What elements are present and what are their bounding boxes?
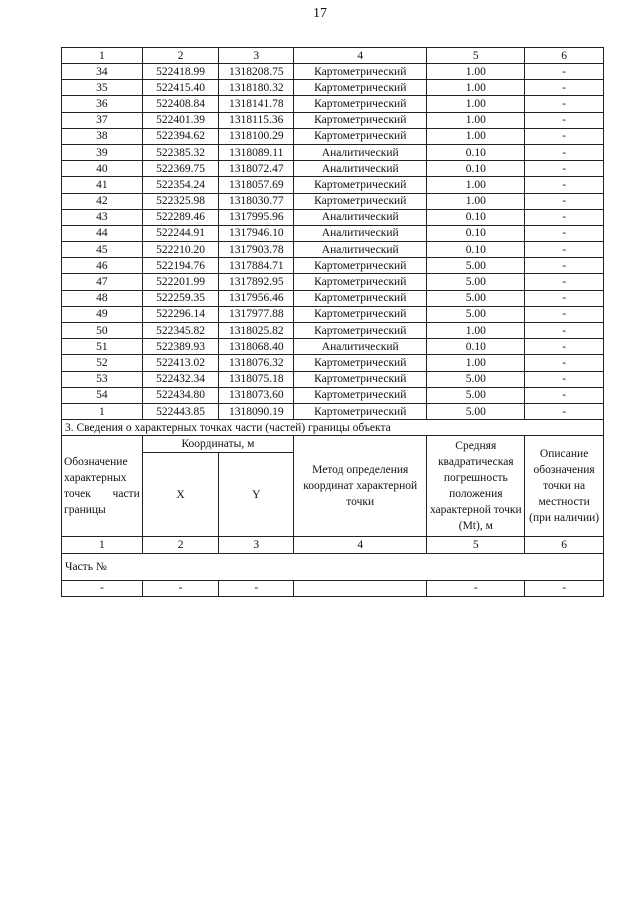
table-row (62, 64, 604, 80)
method-cell: Картометрический (294, 403, 427, 419)
point-number-cell: 42 (62, 193, 143, 209)
table-row (62, 193, 604, 209)
part-label: Часть № (62, 553, 604, 580)
mean-error-cell: 1.00 (427, 128, 525, 144)
y-coordinate-cell: 1318030.77 (219, 193, 294, 209)
header-point-designation: Обозначение характерных точек части границы (62, 436, 143, 537)
method-cell: Аналитический (294, 339, 427, 355)
x-coordinate-cell: 522385.32 (142, 144, 219, 160)
point-number-cell: 49 (62, 306, 143, 322)
column-number: 1 (62, 537, 143, 553)
table-row (62, 112, 604, 128)
header-description: Описание обозначения точки на местности (при наличии) (525, 436, 604, 537)
method-cell: Картометрический (294, 355, 427, 371)
mean-error-cell: 5.00 (427, 306, 525, 322)
method-cell: Аналитический (294, 161, 427, 177)
method-cell: Картометрический (294, 80, 427, 96)
x-coordinate-cell: 522345.82 (142, 323, 219, 339)
table-row (62, 242, 604, 258)
table-row (62, 323, 604, 339)
empty-cell (294, 580, 427, 596)
mean-error-cell: 5.00 (427, 274, 525, 290)
method-cell: Аналитический (294, 225, 427, 241)
point-number-cell: 40 (62, 161, 143, 177)
column-number: 4 (294, 48, 427, 64)
x-coordinate-cell: 522443.85 (142, 403, 219, 419)
x-coordinate-cell: 522259.35 (142, 290, 219, 306)
y-coordinate-cell: 1318100.29 (219, 128, 294, 144)
description-cell: - (525, 339, 604, 355)
method-cell: Картометрический (294, 323, 427, 339)
method-cell: Картометрический (294, 306, 427, 322)
table-row (62, 128, 604, 144)
column-number: 3 (219, 537, 294, 553)
x-coordinate-cell: 522389.93 (142, 339, 219, 355)
empty-point-row (62, 580, 604, 596)
section-title: 3. Сведения о характерных точках части (частей) границы объекта (62, 420, 604, 436)
method-cell: Картометрический (294, 96, 427, 112)
x-coordinate-cell: 522394.62 (142, 128, 219, 144)
x-coordinate-cell: 522325.98 (142, 193, 219, 209)
empty-cell: - (427, 580, 525, 596)
table-row (62, 339, 604, 355)
table-row (62, 209, 604, 225)
y-coordinate-cell: 1318115.36 (219, 112, 294, 128)
description-cell: - (525, 371, 604, 387)
empty-cell: - (62, 580, 143, 596)
method-cell: Картометрический (294, 128, 427, 144)
mean-error-cell: 0.10 (427, 339, 525, 355)
point-number-cell: 46 (62, 258, 143, 274)
boundary-points-table (61, 47, 604, 597)
point-number-cell: 53 (62, 371, 143, 387)
y-coordinate-cell: 1318076.32 (219, 355, 294, 371)
header-x: X (142, 453, 219, 537)
y-coordinate-cell: 1317903.78 (219, 242, 294, 258)
table-row (62, 96, 604, 112)
x-coordinate-cell: 522296.14 (142, 306, 219, 322)
description-cell: - (525, 225, 604, 241)
table-row (62, 80, 604, 96)
mean-error-cell: 1.00 (427, 80, 525, 96)
column-number: 5 (427, 48, 525, 64)
description-cell: - (525, 64, 604, 80)
description-cell: - (525, 161, 604, 177)
description-cell: - (525, 274, 604, 290)
x-coordinate-cell: 522434.80 (142, 387, 219, 403)
mean-error-cell: 5.00 (427, 371, 525, 387)
description-cell: - (525, 193, 604, 209)
point-number-cell: 52 (62, 355, 143, 371)
point-number-cell: 54 (62, 387, 143, 403)
page-number: 17 (313, 6, 327, 21)
method-cell: Аналитический (294, 209, 427, 225)
description-cell: - (525, 403, 604, 419)
mean-error-cell: 0.10 (427, 225, 525, 241)
description-cell: - (525, 306, 604, 322)
section-column-number-row (62, 537, 604, 553)
x-coordinate-cell: 522194.76 (142, 258, 219, 274)
mean-error-cell: 0.10 (427, 161, 525, 177)
mean-error-cell: 1.00 (427, 96, 525, 112)
point-number-cell: 45 (62, 242, 143, 258)
method-cell: Аналитический (294, 242, 427, 258)
table-row (62, 355, 604, 371)
header-y: Y (219, 453, 294, 537)
method-cell: Картометрический (294, 64, 427, 80)
section-header-row (62, 436, 604, 453)
y-coordinate-cell: 1318057.69 (219, 177, 294, 193)
method-cell: Картометрический (294, 274, 427, 290)
point-number-cell: 38 (62, 128, 143, 144)
column-number: 2 (142, 537, 219, 553)
y-coordinate-cell: 1317956.46 (219, 290, 294, 306)
point-number-cell: 43 (62, 209, 143, 225)
y-coordinate-cell: 1318180.32 (219, 80, 294, 96)
y-coordinate-cell: 1318090.19 (219, 403, 294, 419)
point-number-cell: 1 (62, 403, 143, 419)
description-cell: - (525, 323, 604, 339)
description-cell: - (525, 80, 604, 96)
method-cell: Картометрический (294, 193, 427, 209)
header-method: Метод определения координат характерной точки (294, 436, 427, 537)
method-cell: Картометрический (294, 177, 427, 193)
empty-cell: - (219, 580, 294, 596)
empty-cell: - (142, 580, 219, 596)
mean-error-cell: 1.00 (427, 112, 525, 128)
mean-error-cell: 5.00 (427, 258, 525, 274)
point-number-cell: 44 (62, 225, 143, 241)
description-cell: - (525, 177, 604, 193)
x-coordinate-cell: 522289.46 (142, 209, 219, 225)
y-coordinate-cell: 1317884.71 (219, 258, 294, 274)
description-cell: - (525, 209, 604, 225)
x-coordinate-cell: 522415.40 (142, 80, 219, 96)
mean-error-cell: 0.10 (427, 242, 525, 258)
table-row (62, 274, 604, 290)
x-coordinate-cell: 522369.75 (142, 161, 219, 177)
method-cell: Картометрический (294, 258, 427, 274)
point-number-cell: 35 (62, 80, 143, 96)
description-cell: - (525, 355, 604, 371)
table-row (62, 258, 604, 274)
y-coordinate-cell: 1318075.18 (219, 371, 294, 387)
point-number-cell: 39 (62, 144, 143, 160)
table-row (62, 403, 604, 419)
empty-cell: - (525, 580, 604, 596)
y-coordinate-cell: 1318073.60 (219, 387, 294, 403)
point-number-cell: 34 (62, 64, 143, 80)
column-number: 2 (142, 48, 219, 64)
header-mean-error: Средняя квадратическая погрешность положения характерной точки (Mt), м (427, 436, 525, 537)
point-number-cell: 41 (62, 177, 143, 193)
method-cell: Картометрический (294, 371, 427, 387)
description-cell: - (525, 290, 604, 306)
column-number: 3 (219, 48, 294, 64)
part-row (62, 553, 604, 580)
y-coordinate-cell: 1318208.75 (219, 64, 294, 80)
y-coordinate-cell: 1318141.78 (219, 96, 294, 112)
table-row (62, 290, 604, 306)
y-coordinate-cell: 1318089.11 (219, 144, 294, 160)
mean-error-cell: 0.10 (427, 209, 525, 225)
table-row (62, 306, 604, 322)
description-cell: - (525, 387, 604, 403)
point-number-cell: 36 (62, 96, 143, 112)
column-number-row (62, 48, 604, 64)
x-coordinate-cell: 522201.99 (142, 274, 219, 290)
x-coordinate-cell: 522210.20 (142, 242, 219, 258)
mean-error-cell: 1.00 (427, 323, 525, 339)
column-number: 1 (62, 48, 143, 64)
mean-error-cell: 5.00 (427, 290, 525, 306)
mean-error-cell: 5.00 (427, 403, 525, 419)
x-coordinate-cell: 522401.39 (142, 112, 219, 128)
y-coordinate-cell: 1318025.82 (219, 323, 294, 339)
x-coordinate-cell: 522413.02 (142, 355, 219, 371)
description-cell: - (525, 112, 604, 128)
mean-error-cell: 1.00 (427, 177, 525, 193)
mean-error-cell: 5.00 (427, 387, 525, 403)
description-cell: - (525, 128, 604, 144)
y-coordinate-cell: 1317977.88 (219, 306, 294, 322)
x-coordinate-cell: 522432.34 (142, 371, 219, 387)
point-number-cell: 50 (62, 323, 143, 339)
y-coordinate-cell: 1317946.10 (219, 225, 294, 241)
x-coordinate-cell: 522418.99 (142, 64, 219, 80)
method-cell: Аналитический (294, 144, 427, 160)
x-coordinate-cell: 522354.24 (142, 177, 219, 193)
x-coordinate-cell: 522408.84 (142, 96, 219, 112)
table-row (62, 161, 604, 177)
description-cell: - (525, 96, 604, 112)
column-number: 4 (294, 537, 427, 553)
mean-error-cell: 1.00 (427, 355, 525, 371)
table-row (62, 177, 604, 193)
method-cell: Картометрический (294, 290, 427, 306)
table-row (62, 387, 604, 403)
header-coordinates: Координаты, м (142, 436, 293, 453)
method-cell: Картометрический (294, 112, 427, 128)
point-number-cell: 48 (62, 290, 143, 306)
column-number: 5 (427, 537, 525, 553)
description-cell: - (525, 258, 604, 274)
y-coordinate-cell: 1317892.95 (219, 274, 294, 290)
mean-error-cell: 1.00 (427, 64, 525, 80)
mean-error-cell: 0.10 (427, 144, 525, 160)
table-row (62, 371, 604, 387)
section-title-row (62, 420, 604, 436)
y-coordinate-cell: 1318072.47 (219, 161, 294, 177)
method-cell: Картометрический (294, 387, 427, 403)
description-cell: - (525, 242, 604, 258)
y-coordinate-cell: 1317995.96 (219, 209, 294, 225)
mean-error-cell: 1.00 (427, 193, 525, 209)
y-coordinate-cell: 1318068.40 (219, 339, 294, 355)
column-number: 6 (525, 537, 604, 553)
x-coordinate-cell: 522244.91 (142, 225, 219, 241)
table-row (62, 144, 604, 160)
column-number: 6 (525, 48, 604, 64)
table-row (62, 225, 604, 241)
point-number-cell: 47 (62, 274, 143, 290)
description-cell: - (525, 144, 604, 160)
point-number-cell: 37 (62, 112, 143, 128)
point-number-cell: 51 (62, 339, 143, 355)
